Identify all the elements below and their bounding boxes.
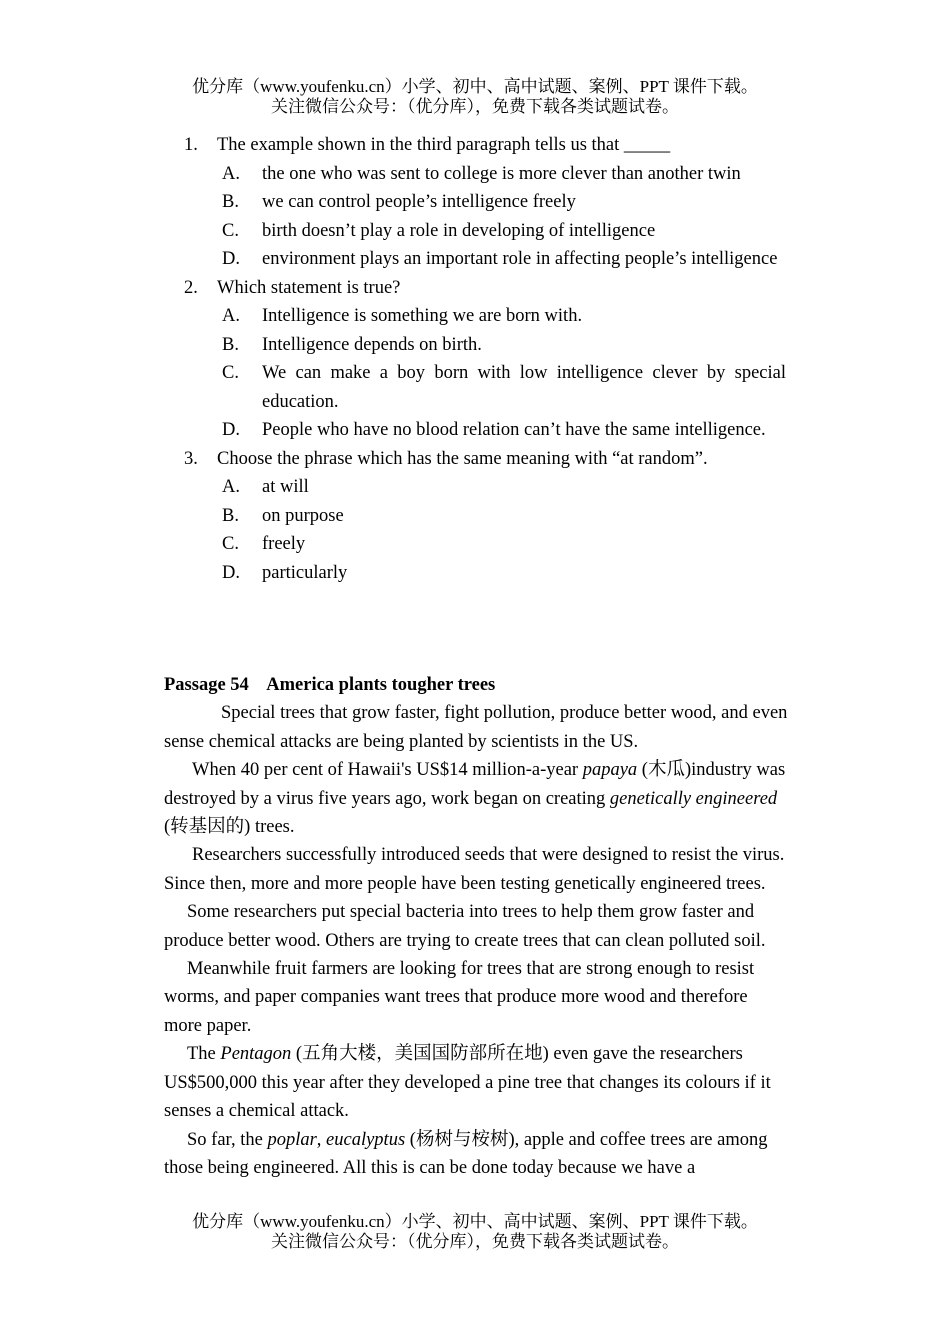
option-text: We can make a boy born with low intelligence clever by special education. xyxy=(262,363,786,412)
term-papaya: papaya xyxy=(582,760,638,781)
question-number: 1. xyxy=(184,135,198,155)
term-poplar: poplar xyxy=(267,1129,317,1150)
question-3 xyxy=(164,445,786,474)
question-2-option-c xyxy=(164,359,786,416)
question-2-option-d xyxy=(164,416,786,445)
option-text: particularly xyxy=(262,562,348,583)
question-1-option-d xyxy=(164,245,786,274)
option-letter: A. xyxy=(222,306,240,326)
option-letter: B. xyxy=(222,192,239,212)
question-number: 2. xyxy=(184,277,198,298)
question-3-option-a xyxy=(164,473,786,502)
question-2 xyxy=(164,274,786,303)
text-run: (五角大楼，美国国防部所在地) even gave the researchers US$500,000 this year after they developed a pine tree that changes its colours if it senses a chemical attack. xyxy=(164,1044,771,1122)
text-run: When 40 per cent of Hawaii's US$14 million-a-year xyxy=(192,760,583,781)
option-letter: C. xyxy=(222,220,239,241)
passage-paragraph-1: Special trees that grow faster, fight pollution, produce better wood, and even sense chemical attacks are being planted by scientists in the US. xyxy=(164,703,788,752)
passage-paragraph-4: Some researchers put special bacteria into trees to help them grow faster and produce better wood. Others are trying to create trees that can clean polluted soil. xyxy=(164,902,766,951)
term-pentagon: Pentagon xyxy=(220,1044,292,1065)
option-text: Intelligence is something we are born with. xyxy=(262,306,583,326)
text-run: So far, the xyxy=(187,1129,268,1150)
option-letter: B. xyxy=(222,334,239,355)
term-genetically-engineered: genetically engineered xyxy=(609,788,778,809)
passage-paragraph-5: Meanwhile fruit farmers are looking for trees that are strong enough to resist worms, and paper companies want trees that produce more wood and therefore more paper. xyxy=(164,959,755,1036)
passage-paragraph-3: Researchers successfully introduced seeds that were designed to resist the virus. Since then, more and more people have been testing genetically engineered trees. xyxy=(164,845,785,894)
question-1-option-b xyxy=(164,188,786,217)
passage-paragraph-7 xyxy=(164,1126,788,1183)
text-run: (木瓜)industry was destroyed by a virus five years ago, work began on creating xyxy=(164,760,786,809)
footer-line-1: 优分库（www.youfenku.cn）小学、初中、高中试题、案例、PPT 课件下载。 xyxy=(192,1212,758,1231)
option-letter: A. xyxy=(222,163,240,184)
question-1 xyxy=(164,131,786,160)
question-2-option-b xyxy=(164,331,786,360)
text-run: , xyxy=(316,1129,327,1150)
question-2-option-a xyxy=(164,302,786,331)
term-eucalyptus: eucalyptus xyxy=(326,1129,406,1150)
option-letter: C. xyxy=(222,363,239,383)
question-3-option-d xyxy=(164,559,786,588)
option-text: the one who was sent to college is more clever than another twin xyxy=(262,163,741,184)
passage-54 xyxy=(164,671,788,1182)
option-text: we can control people’s intelligence freely xyxy=(262,192,576,212)
page-footer xyxy=(0,1212,950,1252)
question-text: The example shown in the third paragraph tells us that _____ xyxy=(217,135,671,155)
header-line-2: 关注微信公众号：（优分库），免费下载各类试题试卷。 xyxy=(271,97,679,116)
question-text: Choose the phrase which has the same meaning with “at random”. xyxy=(217,448,708,469)
page-header xyxy=(0,77,950,117)
question-text: Which statement is true? xyxy=(217,277,401,298)
option-text: birth doesn’t play a role in developing of intelligence xyxy=(262,220,656,241)
option-text: freely xyxy=(262,534,306,554)
option-text: environment plays an important role in affecting people’s intelligence xyxy=(262,249,778,269)
passage-paragraph-2 xyxy=(164,756,788,841)
text-run: The xyxy=(187,1044,221,1065)
option-text: at will xyxy=(262,477,309,497)
footer-line-2: 关注微信公众号：（优分库），免费下载各类试题试卷。 xyxy=(271,1232,679,1251)
option-text: Intelligence depends on birth. xyxy=(262,334,482,355)
question-1-option-a xyxy=(164,160,786,189)
question-1-option-c xyxy=(164,217,786,246)
text-run: (杨树与桉树), apple and coffee trees are among those being engineered. All this is can be done today because we have a xyxy=(164,1129,768,1178)
header-line-1: 优分库（www.youfenku.cn）小学、初中、高中试题、案例、PPT 课件下载。 xyxy=(192,77,758,96)
option-letter: B. xyxy=(222,505,239,526)
text-run: (转基因的) trees. xyxy=(164,817,295,838)
option-letter: D. xyxy=(222,420,240,440)
option-text: on purpose xyxy=(262,505,344,526)
question-list xyxy=(164,131,786,587)
question-number: 3. xyxy=(184,448,198,469)
option-letter: D. xyxy=(222,562,240,583)
question-3-option-b xyxy=(164,502,786,531)
passage-paragraph-6 xyxy=(164,1040,788,1125)
option-letter: A. xyxy=(222,477,240,497)
option-letter: C. xyxy=(222,534,239,554)
question-3-option-c xyxy=(164,530,786,559)
option-letter: D. xyxy=(222,249,240,269)
option-text: People who have no blood relation can’t have the same intelligence. xyxy=(262,420,766,440)
passage-title: Passage 54 America plants tougher trees xyxy=(164,675,496,695)
